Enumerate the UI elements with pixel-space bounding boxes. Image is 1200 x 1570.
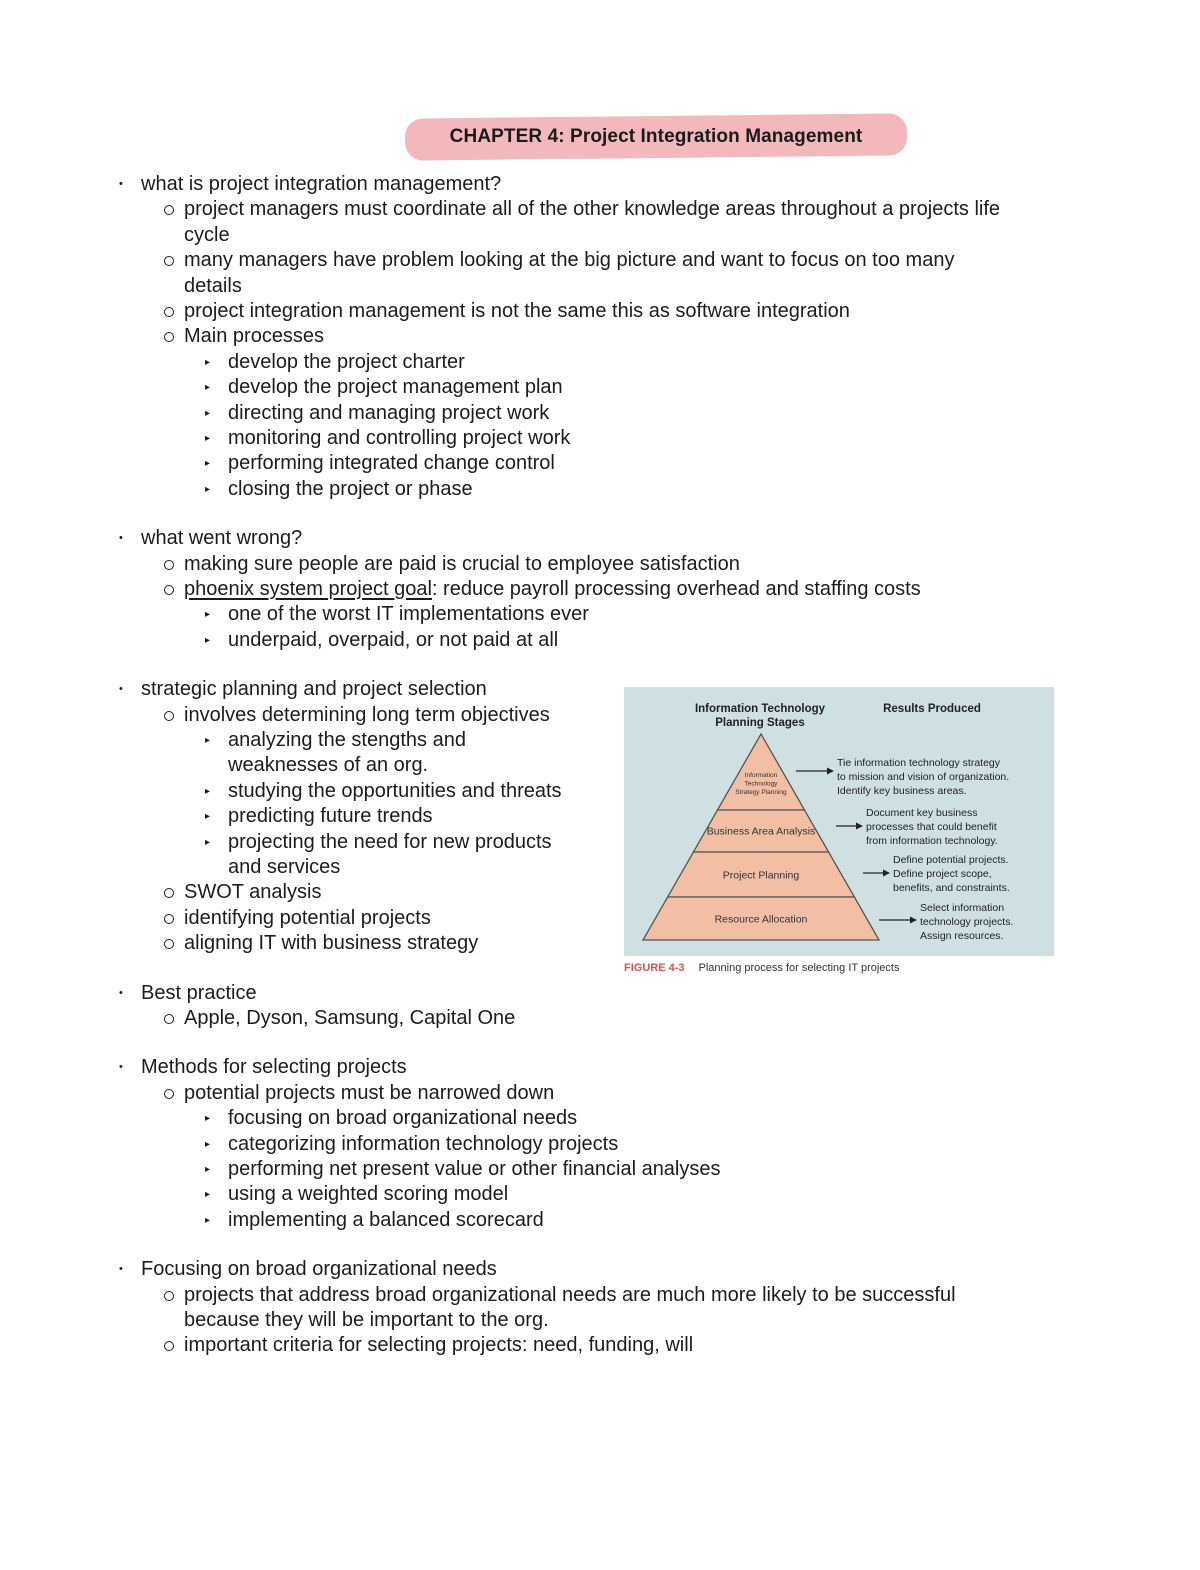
note-line-level-2 bbox=[205, 350, 465, 375]
note-text: identifying potential projects bbox=[184, 906, 431, 929]
pyramid-tier-label: Resource Allocation bbox=[714, 913, 808, 926]
circle-bullet-icon bbox=[164, 1291, 174, 1301]
note-line-level-0 bbox=[119, 172, 502, 197]
bullet-icon: • bbox=[119, 1263, 123, 1276]
circle-bullet-icon bbox=[164, 585, 174, 595]
figure-caption bbox=[624, 962, 899, 974]
note-text: develop the project charter bbox=[228, 350, 465, 373]
result-text: processes that could benefit bbox=[866, 821, 997, 833]
note-line-level-1 bbox=[184, 223, 230, 248]
note-text: what is project integration management? bbox=[141, 173, 502, 195]
note-line-level-2 bbox=[205, 804, 433, 829]
note-line-level-1 bbox=[184, 577, 921, 602]
note-line-level-1 bbox=[184, 906, 431, 931]
note-text: what went wrong? bbox=[141, 527, 303, 550]
note-text: Best practice bbox=[141, 981, 257, 1004]
note-line-level-2 bbox=[205, 1132, 619, 1157]
arrow-bullet-icon: ▸ bbox=[205, 483, 211, 495]
note-line-level-1 bbox=[184, 1308, 549, 1333]
note-line-level-0 bbox=[119, 981, 257, 1006]
note-text: focusing on broad organizational needs bbox=[228, 1107, 578, 1130]
arrow-bullet-icon: ▸ bbox=[205, 382, 211, 394]
figure-caption-text: Planning process for selecting IT projects bbox=[698, 962, 900, 974]
note-text: aligning IT with business strategy bbox=[184, 932, 479, 955]
note-text: many managers have problem looking at the big picture and want to focus on too many bbox=[184, 249, 955, 272]
note-text: categorizing information technology projects bbox=[228, 1132, 619, 1155]
note-text: cycle bbox=[184, 223, 230, 246]
note-line-level-2 bbox=[205, 1106, 578, 1131]
note-text: directing and managing project work bbox=[228, 401, 550, 424]
circle-bullet-icon bbox=[164, 711, 174, 721]
circle-bullet-icon bbox=[164, 332, 174, 342]
result-arrowhead-icon bbox=[910, 917, 917, 924]
note-text: Methods for selecting projects bbox=[141, 1056, 407, 1079]
note-line-level-1 bbox=[184, 1081, 554, 1106]
result-text: to mission and vision of organization. bbox=[837, 771, 1010, 783]
note-text: : reduce payroll processing overhead and staffing costs bbox=[431, 578, 921, 600]
note-text: projects that address broad organizational needs are much more likely to be successful bbox=[184, 1283, 956, 1306]
circle-bullet-icon bbox=[164, 1341, 174, 1351]
note-line-level-2 bbox=[205, 830, 552, 855]
pyramid-tier-label: Technology bbox=[744, 780, 778, 788]
result-text: Define potential projects. bbox=[893, 854, 1009, 866]
note-line-level-2 bbox=[228, 855, 340, 880]
result-text: Document key business bbox=[866, 807, 978, 819]
result-text: Assign resources. bbox=[920, 930, 1004, 942]
note-text: details bbox=[184, 274, 242, 297]
arrow-bullet-icon: ▸ bbox=[205, 609, 211, 621]
figure-header-left: Planning Stages bbox=[715, 717, 805, 729]
note-line-level-0 bbox=[119, 677, 487, 702]
note-line-level-1 bbox=[184, 324, 324, 349]
arrow-bullet-icon: ▸ bbox=[205, 433, 211, 444]
note-text: closing the project or phase bbox=[228, 477, 473, 500]
circle-bullet-icon bbox=[164, 1089, 174, 1099]
result-text: technology projects. bbox=[920, 916, 1014, 928]
figure-header-left: Information Technology bbox=[694, 703, 826, 715]
note-line-level-1 bbox=[184, 703, 550, 728]
note-line-level-2 bbox=[205, 375, 563, 400]
note-text: one of the worst IT implementations ever bbox=[228, 603, 589, 626]
note-text: Focusing on broad organizational needs bbox=[141, 1258, 497, 1281]
bullet-icon: • bbox=[119, 1061, 123, 1074]
note-line-level-2 bbox=[205, 628, 559, 653]
note-text: Apple, Dyson, Samsung, Capital One bbox=[184, 1007, 516, 1029]
planning-pyramid-diagram bbox=[624, 687, 1054, 956]
result-arrowhead-icon bbox=[883, 870, 890, 877]
note-text: project managers must coordinate all of the other knowledge areas throughout a projects life bbox=[184, 198, 1001, 221]
bullet-icon: • bbox=[119, 683, 123, 696]
arrow-bullet-icon: ▸ bbox=[205, 356, 211, 368]
note-text: analyzing the stengths and bbox=[228, 729, 466, 751]
note-text: performing net present value or other financial analyses bbox=[228, 1158, 721, 1180]
note-line-level-1 bbox=[184, 274, 242, 299]
arrow-bullet-icon: ▸ bbox=[205, 836, 211, 848]
planning-figure bbox=[624, 687, 1054, 956]
result-arrowhead-icon bbox=[856, 823, 863, 830]
note-text: using a weighted scoring model bbox=[228, 1183, 509, 1206]
result-arrowhead-icon bbox=[827, 768, 834, 775]
circle-bullet-icon bbox=[164, 914, 174, 924]
note-text: Main processes bbox=[184, 325, 325, 348]
note-line-level-1 bbox=[184, 248, 954, 273]
result-text: Select information bbox=[920, 902, 1005, 914]
note-text: performing integrated change control bbox=[228, 452, 555, 475]
bullet-icon: • bbox=[119, 178, 123, 190]
arrow-bullet-icon: ▸ bbox=[205, 1138, 211, 1150]
pyramid-tier-label: Strategy Planning bbox=[735, 788, 787, 796]
note-line-level-0 bbox=[119, 526, 303, 551]
figure-header-right: Results Produced bbox=[883, 703, 981, 715]
note-text: potential projects must be narrowed down bbox=[184, 1081, 555, 1104]
pyramid-tier-label: Business Area Analysis bbox=[706, 825, 816, 838]
arrow-bullet-icon: ▸ bbox=[205, 458, 211, 470]
result-text: Define project scope, bbox=[893, 868, 992, 880]
pyramid-tier-label: Information bbox=[744, 771, 778, 779]
note-line-level-2 bbox=[205, 602, 589, 627]
note-text: project integration management is not the same this as software integration bbox=[184, 300, 850, 322]
note-text: important criteria for selecting projects: need, funding, will bbox=[184, 1334, 694, 1357]
note-text: implementing a balanced scorecard bbox=[228, 1208, 544, 1231]
chapter-title-highlight bbox=[405, 116, 907, 158]
result-text: from information technology. bbox=[866, 835, 998, 847]
arrow-bullet-icon: ▸ bbox=[205, 1189, 211, 1201]
circle-bullet-icon bbox=[164, 1014, 174, 1024]
circle-bullet-icon bbox=[164, 939, 174, 949]
bullet-icon: • bbox=[119, 986, 123, 999]
arrow-bullet-icon: ▸ bbox=[205, 1214, 211, 1226]
note-text: involves determining long term objectives bbox=[184, 703, 550, 726]
circle-bullet-icon bbox=[164, 256, 174, 266]
note-line-level-1 bbox=[184, 1283, 956, 1308]
note-text: making sure people are paid is crucial to employee satisfaction bbox=[184, 552, 740, 575]
note-text: studying the opportunities and threats bbox=[228, 779, 562, 802]
arrow-bullet-icon: ▸ bbox=[205, 1113, 211, 1125]
note-text: and services bbox=[228, 856, 341, 878]
note-line-level-2 bbox=[205, 477, 473, 502]
note-text: monitoring and controlling project work bbox=[228, 427, 571, 449]
note-text: underpaid, overpaid, or not paid at all bbox=[228, 628, 559, 651]
note-line-level-2 bbox=[205, 1157, 721, 1182]
arrow-bullet-icon: ▸ bbox=[205, 811, 211, 823]
note-line-level-1 bbox=[184, 299, 850, 324]
result-text: benefits, and constraints. bbox=[893, 882, 1010, 894]
figure-caption-label: FIGURE 4-3 bbox=[624, 962, 685, 974]
arrow-bullet-icon: ▸ bbox=[205, 1164, 211, 1175]
note-line-level-2 bbox=[228, 753, 428, 778]
note-line-level-2 bbox=[205, 426, 571, 451]
circle-bullet-icon bbox=[164, 307, 174, 317]
circle-bullet-icon bbox=[164, 560, 174, 570]
note-text: strategic planning and project selection bbox=[141, 678, 487, 701]
note-line-level-2 bbox=[205, 728, 466, 753]
note-line-level-1 bbox=[184, 931, 478, 956]
underlined-phrase: phoenix system project goal bbox=[184, 578, 432, 600]
chapter-title: CHAPTER 4: Project Integration Management bbox=[449, 126, 863, 147]
note-line-level-0 bbox=[119, 1055, 407, 1080]
arrow-bullet-icon: ▸ bbox=[205, 735, 211, 746]
note-line-level-0 bbox=[119, 1257, 497, 1282]
note-text: predicting future trends bbox=[228, 805, 433, 828]
note-text: because they will be important to the org. bbox=[184, 1309, 549, 1331]
note-line-level-2 bbox=[205, 1208, 544, 1233]
note-line-level-2 bbox=[205, 451, 555, 476]
bullet-icon: • bbox=[119, 532, 123, 545]
note-line-level-2 bbox=[205, 779, 562, 804]
note-text: SWOT analysis bbox=[184, 881, 322, 904]
circle-bullet-icon bbox=[164, 888, 174, 898]
arrow-bullet-icon: ▸ bbox=[205, 407, 211, 419]
note-line-level-1 bbox=[184, 1006, 515, 1031]
note-line-level-1 bbox=[184, 197, 1000, 222]
arrow-bullet-icon: ▸ bbox=[205, 785, 211, 797]
circle-bullet-icon bbox=[164, 205, 174, 215]
result-text: Tie information technology strategy bbox=[837, 757, 1001, 769]
arrow-bullet-icon: ▸ bbox=[205, 634, 211, 646]
note-line-level-1 bbox=[184, 552, 740, 577]
note-line-level-2 bbox=[205, 401, 550, 426]
note-text: weaknesses of an org. bbox=[228, 754, 429, 777]
note-text: develop the project management plan bbox=[228, 376, 563, 399]
result-text: Identify key business areas. bbox=[837, 785, 967, 797]
note-line-level-2 bbox=[205, 1182, 509, 1207]
note-line-level-1 bbox=[184, 880, 321, 905]
pyramid-tier-label: Project Planning bbox=[722, 869, 800, 882]
note-line-level-1 bbox=[184, 1333, 693, 1358]
note-text: projecting the need for new products bbox=[228, 830, 552, 853]
